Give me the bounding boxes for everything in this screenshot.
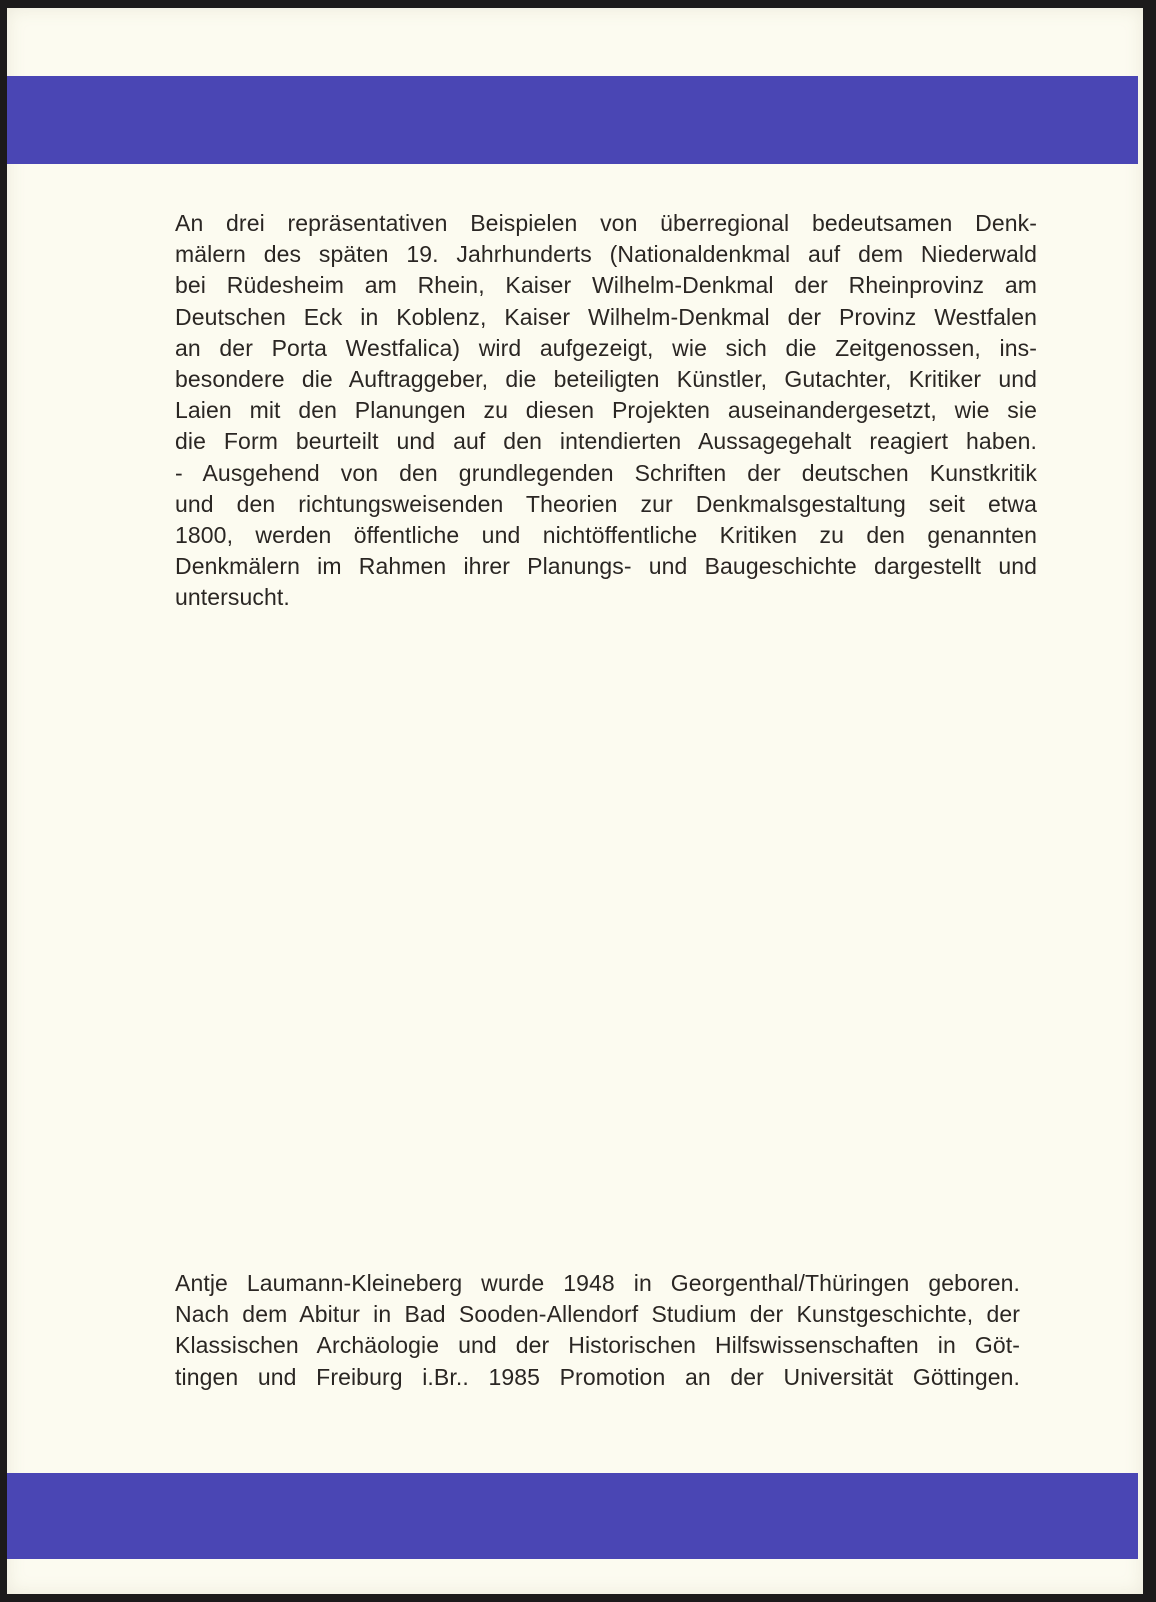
top-blue-band bbox=[7, 76, 1138, 164]
description-line: Denkmälern im Rahmen ihrer Planungs- und Baugeschichte dargestellt und bbox=[175, 553, 1037, 580]
bio-line: tingen und Freiburg i.Br.. 1985 Promotion an der Universität Göttingen. bbox=[175, 1363, 1020, 1390]
description-line: untersucht. bbox=[175, 584, 290, 611]
description-line: Laien mit den Planungen zu diesen Projekten auseinandergesetzt, wie sie bbox=[175, 397, 1037, 424]
description-line: - Ausgehend von den grundlegenden Schriften der deutschen Kunstkritik bbox=[175, 459, 1037, 486]
bio-line: Nach dem Abitur in Bad Sooden-Allendorf Studium der Kunstgeschichte, der bbox=[175, 1301, 1020, 1328]
bottom-blue-band bbox=[7, 1473, 1138, 1559]
description-line: Deutschen Eck in Koblenz, Kaiser Wilhelm-Denkmal der Provinz Westfalen bbox=[175, 303, 1037, 330]
description-line: 1800, werden öffentliche und nichtöffentliche Kritiken zu den genannten bbox=[175, 522, 1037, 549]
book-back-cover bbox=[7, 8, 1143, 1594]
description-line: bei Rüdesheim am Rhein, Kaiser Wilhelm-Denkmal der Rheinprovinz am bbox=[175, 272, 1037, 299]
author-bio bbox=[175, 1268, 1020, 1393]
description-line: An drei repräsentativen Beispielen von überregional bedeutsamen Denk- bbox=[175, 210, 1037, 236]
description-line: besondere die Auftraggeber, die beteiligten Künstler, Gutachter, Kritiker und bbox=[175, 366, 1037, 393]
description-line: die Form beurteilt und auf den intendierten Aussagegehalt reagiert haben. bbox=[175, 428, 1037, 455]
bio-line: Klassischen Archäologie und der Historischen Hilfswissenschaften in Göt- bbox=[175, 1332, 1020, 1359]
description-text bbox=[175, 208, 1037, 614]
description-line: und den richtungsweisenden Theorien zur Denkmalsgestaltung seit etwa bbox=[175, 490, 1037, 517]
description-line: an der Porta Westfalica) wird aufgezeigt, wie sich die Zeitgenossen, ins- bbox=[175, 334, 1037, 361]
bio-line: Antje Laumann-Kleineberg wurde 1948 in Georgenthal/Thüringen geboren. bbox=[175, 1270, 1020, 1296]
description-line: mälern des späten 19. Jahrhunderts (Nationaldenkmal auf dem Niederwald bbox=[175, 241, 1037, 268]
